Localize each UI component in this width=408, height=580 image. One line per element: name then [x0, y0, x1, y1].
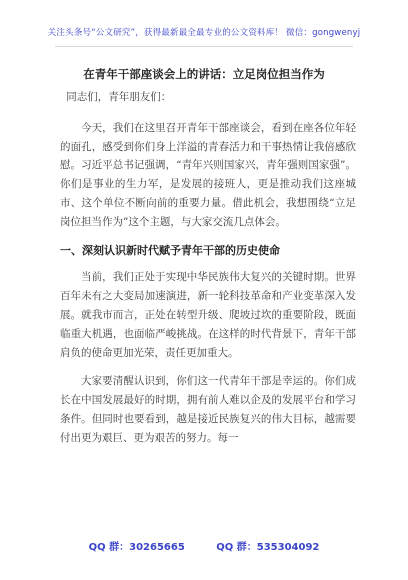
intro-paragraph: 今天，我们在这里召开青年干部座谈会，看到在座各位年轻的面孔，感受到你们身上洋溢的青春活力和干事热情让我倍感欣慰。习近平总书记强调，“青年兴则国家兴，青年强则国家强”。你们是事业的生力军，是发展的接班人，更是推动我们这座城市、这个单位不断向前的重要力量。借此机会，我想围绕“立足岗位担当作为”这个主题，与大家交流几点体会。 [60, 121, 356, 228]
document-title: 在青年干部座谈会上的讲话：立足岗位担当作为 [83, 67, 325, 81]
document-body [60, 88, 356, 458]
greeting: 同志们，青年朋友们： [66, 91, 172, 103]
header-notice: 关注头条号“公文研究”，获得最新最全最专业的公文资料库！ 微信：gongwenyj [47, 28, 361, 38]
section-heading: 一、深刻认识新时代赋予青年干部的历史使命 [60, 243, 280, 257]
footer [0, 538, 408, 553]
header-divider [55, 46, 353, 47]
qq-group-1: QQ 群：30265665 [88, 542, 185, 553]
section-paragraph: 大家要清醒认识到，你们这一代青年干部是幸运的。你们成长在中国发展最好的时期，拥有前人难以企及的发展平台和学习条件。但同时也要看到，越是接近民族复兴的伟大目标，越需要付出更为艰巨、更为艰苦的努力。每一 [60, 375, 356, 444]
section-paragraph: 当前，我们正处于实现中华民族伟大复兴的关键时期。世界百年未有之大变局加速演进，新一轮科技革命和产业变革深入发展。就我市而言，正处在转型升级、爬坡过坎的重要阶段，既面临重大机遇，也面临严峻挑战。在这样的时代背景下，青年干部肩负的使命更加光荣，责任更加重大。 [60, 271, 356, 359]
qq-group-2: QQ 群：535304092 [216, 542, 320, 553]
